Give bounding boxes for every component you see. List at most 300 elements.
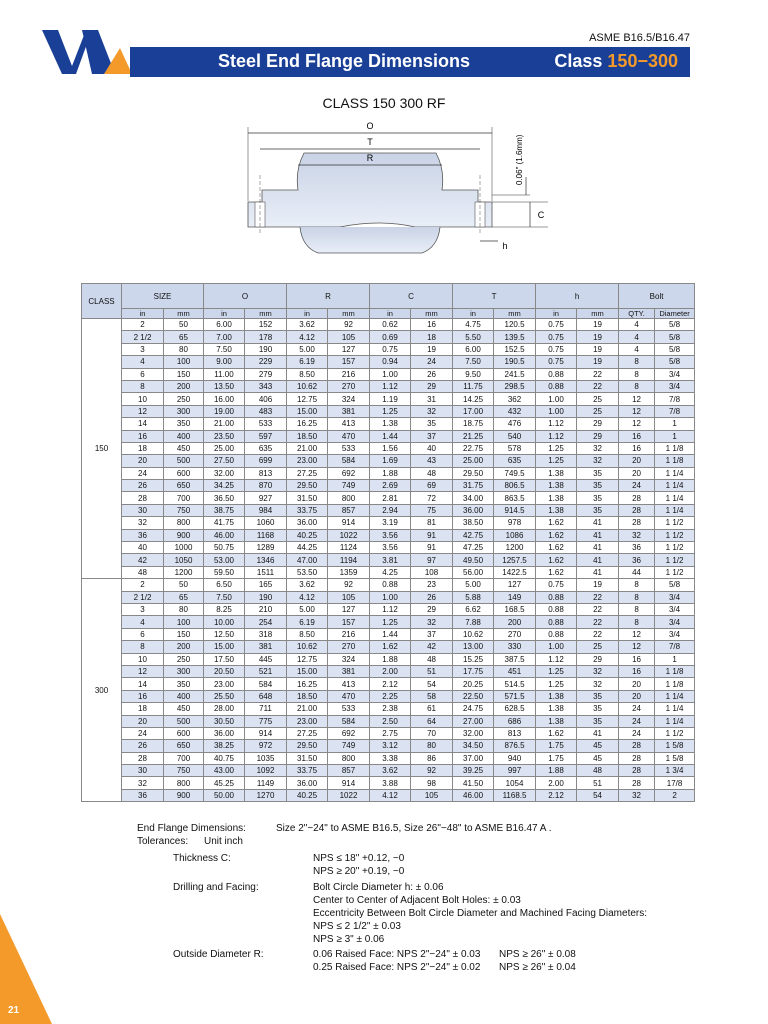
- table-row: [82, 442, 695, 454]
- table-cell: 37.00: [453, 752, 494, 764]
- table-cell: 29.50: [453, 467, 494, 479]
- table-cell: 4: [619, 331, 655, 343]
- table-cell: 2: [122, 319, 164, 331]
- table-cell: 9.00: [204, 356, 245, 368]
- table-cell: 400: [164, 430, 204, 442]
- table-cell: 1 1/4: [655, 492, 695, 504]
- table-cell: 1168.5: [494, 789, 536, 801]
- table-cell: 42: [411, 641, 453, 653]
- table-cell: 914: [328, 777, 370, 789]
- table-cell: 32: [122, 517, 164, 529]
- table-cell: 3.62: [370, 765, 411, 777]
- table-cell: 686: [494, 715, 536, 727]
- table-cell: 20.25: [453, 678, 494, 690]
- unit-header: QTY.: [619, 309, 655, 319]
- table-cell: 25: [577, 641, 619, 653]
- table-cell: 16.00: [204, 393, 245, 405]
- table-cell: 21.00: [287, 703, 328, 715]
- table-cell: 39.25: [453, 765, 494, 777]
- table-cell: 7/8: [655, 641, 695, 653]
- table-cell: 6.19: [287, 356, 328, 368]
- table-cell: 41: [577, 566, 619, 578]
- table-cell: 1 1/4: [655, 467, 695, 479]
- table-cell: 1 1/8: [655, 678, 695, 690]
- table-cell: 32: [619, 789, 655, 801]
- table-cell: 15.00: [287, 405, 328, 417]
- note-thick-label: Thickness C:: [173, 853, 231, 864]
- table-cell: 105: [328, 331, 370, 343]
- table-row: [82, 678, 695, 690]
- table-cell: 48: [411, 653, 453, 665]
- table-cell: 13.00: [453, 641, 494, 653]
- table-cell: 1 1/2: [655, 542, 695, 554]
- table-cell: 900: [164, 529, 204, 541]
- table-cell: 38.25: [204, 740, 245, 752]
- table-cell: 38.75: [204, 504, 245, 516]
- company-logo: [42, 28, 132, 76]
- table-cell: 6.50: [204, 579, 245, 591]
- column-header: CLASS: [82, 284, 122, 319]
- table-cell: 0.75: [536, 343, 577, 355]
- table-cell: 12: [122, 405, 164, 417]
- table-cell: 648: [245, 690, 287, 702]
- table-cell: 5/8: [655, 343, 695, 355]
- table-cell: 5.88: [453, 591, 494, 603]
- table-cell: 6.00: [204, 319, 245, 331]
- table-cell: 343: [245, 380, 287, 392]
- table-cell: 19: [577, 579, 619, 591]
- table-cell: 53.00: [204, 554, 245, 566]
- table-cell: 1 1/4: [655, 703, 695, 715]
- class-cell: 150: [82, 319, 122, 579]
- column-header: SIZE: [122, 284, 204, 309]
- unit-header: in: [453, 309, 494, 319]
- table-cell: 40.25: [287, 529, 328, 541]
- table-row: [82, 331, 695, 343]
- table-cell: 41.50: [453, 777, 494, 789]
- table-cell: 108: [411, 566, 453, 578]
- table-cell: 190.5: [494, 356, 536, 368]
- table-cell: 7.50: [204, 343, 245, 355]
- table-cell: 4: [122, 616, 164, 628]
- table-cell: 0.62: [370, 319, 411, 331]
- table-cell: 32.00: [204, 467, 245, 479]
- table-cell: 92: [328, 319, 370, 331]
- table-cell: 3: [122, 603, 164, 615]
- table-cell: 7.50: [453, 356, 494, 368]
- table-cell: 23.00: [287, 715, 328, 727]
- table-cell: 33.75: [287, 504, 328, 516]
- table-row: [82, 418, 695, 430]
- table-cell: 270: [328, 641, 370, 653]
- table-cell: 47.00: [287, 554, 328, 566]
- table-cell: 0.75: [536, 331, 577, 343]
- table-cell: 30: [122, 504, 164, 516]
- table-cell: 41: [577, 554, 619, 566]
- note-dims-label: End Flange Dimensions:: [137, 823, 246, 834]
- table-cell: 1.75: [536, 752, 577, 764]
- table-cell: 3/4: [655, 380, 695, 392]
- column-header: T: [453, 284, 536, 309]
- table-cell: 24: [619, 727, 655, 739]
- table-cell: 3/4: [655, 628, 695, 640]
- table-cell: 1.25: [536, 665, 577, 677]
- note-od-label: Outside Diameter R:: [173, 949, 264, 960]
- table-cell: 15.25: [453, 653, 494, 665]
- table-cell: 20: [619, 690, 655, 702]
- table-cell: 1.25: [536, 455, 577, 467]
- table-cell: 31.50: [287, 752, 328, 764]
- table-cell: 36.00: [453, 504, 494, 516]
- table-cell: 13.50: [204, 380, 245, 392]
- table-cell: 45: [577, 752, 619, 764]
- table-cell: 1.00: [536, 393, 577, 405]
- table-cell: 18: [411, 331, 453, 343]
- dim-h-label: h: [502, 241, 508, 251]
- table-cell: 28: [619, 765, 655, 777]
- table-cell: 2.00: [370, 665, 411, 677]
- table-cell: 72: [411, 492, 453, 504]
- table-cell: 1.38: [536, 703, 577, 715]
- table-cell: 1 5/8: [655, 740, 695, 752]
- table-cell: 7/8: [655, 393, 695, 405]
- table-cell: 749: [328, 740, 370, 752]
- unit-header: in: [536, 309, 577, 319]
- table-cell: 100: [164, 616, 204, 628]
- table-cell: 24: [619, 480, 655, 492]
- dim-r-label: R: [366, 153, 374, 163]
- table-cell: 2.12: [370, 678, 411, 690]
- note-od-2a: 0.25 Raised Face: NPS 2"−24" ± 0.02: [313, 962, 481, 973]
- table-cell: 24: [411, 356, 453, 368]
- table-cell: 597: [245, 430, 287, 442]
- table-cell: 540: [494, 430, 536, 442]
- table-cell: 2.25: [370, 690, 411, 702]
- table-cell: 152: [245, 319, 287, 331]
- table-cell: 12.50: [204, 628, 245, 640]
- table-cell: 216: [328, 628, 370, 640]
- table-cell: 4: [619, 343, 655, 355]
- table-cell: 470: [328, 430, 370, 442]
- table-cell: 35: [411, 418, 453, 430]
- table-cell: 1 1/4: [655, 504, 695, 516]
- table-cell: 29: [411, 603, 453, 615]
- table-cell: 387.5: [494, 653, 536, 665]
- note-dims-value: Size 2"−24" to ASME B16.5, Size 26"−48" to ASME B16.47 A .: [276, 823, 552, 834]
- table-cell: 29: [411, 380, 453, 392]
- unit-header: in: [122, 309, 164, 319]
- table-cell: 20.50: [204, 665, 245, 677]
- table-row: [82, 591, 695, 603]
- table-cell: 58: [411, 690, 453, 702]
- table-cell: 21.25: [453, 430, 494, 442]
- table-cell: 105: [328, 591, 370, 603]
- table-cell: 250: [164, 653, 204, 665]
- table-cell: 80: [164, 603, 204, 615]
- table-cell: 900: [164, 789, 204, 801]
- table-cell: 190: [245, 343, 287, 355]
- table-cell: 500: [164, 455, 204, 467]
- table-cell: 470: [328, 690, 370, 702]
- table-cell: 0.88: [536, 380, 577, 392]
- table-cell: 17/8: [655, 777, 695, 789]
- table-cell: 127: [328, 603, 370, 615]
- table-cell: 2.12: [536, 789, 577, 801]
- table-cell: 28: [619, 740, 655, 752]
- table-cell: 25: [577, 393, 619, 405]
- table-cell: 11.00: [204, 368, 245, 380]
- table-cell: 18.75: [453, 418, 494, 430]
- table-row: [82, 789, 695, 801]
- table-cell: 16: [619, 653, 655, 665]
- table-cell: 22: [577, 616, 619, 628]
- table-cell: 1257.5: [494, 554, 536, 566]
- table-cell: 1 1/4: [655, 715, 695, 727]
- table-cell: 150: [164, 628, 204, 640]
- table-cell: 270: [328, 380, 370, 392]
- table-row: [82, 703, 695, 715]
- table-cell: 5.50: [453, 331, 494, 343]
- table-cell: 6.62: [453, 603, 494, 615]
- table-cell: 1 1/2: [655, 554, 695, 566]
- unit-header: Diameter: [655, 309, 695, 319]
- table-cell: 34.50: [453, 740, 494, 752]
- table-cell: 2.00: [536, 777, 577, 789]
- note-od-1a: 0.06 Raised Face: NPS 2"−24" ± 0.03: [313, 949, 481, 960]
- table-cell: 1 1/4: [655, 690, 695, 702]
- table-cell: 813: [245, 467, 287, 479]
- table-cell: 22: [577, 628, 619, 640]
- table-cell: 584: [245, 678, 287, 690]
- table-cell: 4.75: [453, 319, 494, 331]
- table-row: [82, 380, 695, 392]
- dim-t-label: T: [367, 137, 373, 147]
- table-cell: 21.00: [204, 418, 245, 430]
- table-row: [82, 368, 695, 380]
- note-drill-2: Center to Center of Adjacent Bolt Holes: ± 0.03: [313, 895, 521, 906]
- table-cell: 19: [577, 356, 619, 368]
- table-cell: 200: [164, 380, 204, 392]
- table-cell: 45.25: [204, 777, 245, 789]
- table-cell: 25.50: [204, 690, 245, 702]
- unit-header: in: [287, 309, 328, 319]
- table-cell: 711: [245, 703, 287, 715]
- table-cell: 4: [122, 356, 164, 368]
- table-cell: 1.88: [370, 653, 411, 665]
- table-cell: 10.62: [287, 641, 328, 653]
- table-cell: 24: [122, 467, 164, 479]
- table-cell: 1: [655, 653, 695, 665]
- dim-o-label: O: [366, 121, 374, 131]
- table-cell: 600: [164, 727, 204, 739]
- table-cell: 521: [245, 665, 287, 677]
- table-cell: 11.75: [453, 380, 494, 392]
- table-cell: 35: [577, 467, 619, 479]
- table-cell: 628.5: [494, 703, 536, 715]
- table-cell: 1 1/2: [655, 727, 695, 739]
- table-cell: 1.00: [370, 368, 411, 380]
- table-cell: 1060: [245, 517, 287, 529]
- table-cell: 650: [164, 480, 204, 492]
- table-row: [82, 603, 695, 615]
- table-cell: 3.56: [370, 529, 411, 541]
- table-cell: 0.88: [370, 579, 411, 591]
- table-cell: 19.00: [204, 405, 245, 417]
- table-cell: 2 1/2: [122, 331, 164, 343]
- table-cell: 32.00: [453, 727, 494, 739]
- table-cell: 229: [245, 356, 287, 368]
- table-row: [82, 504, 695, 516]
- table-cell: 10.62: [453, 628, 494, 640]
- standard-label: ASME B16.5/B16.47: [589, 32, 690, 44]
- table-cell: 157: [328, 356, 370, 368]
- table-cell: 92: [411, 765, 453, 777]
- table-cell: 98: [411, 777, 453, 789]
- table-cell: 120.5: [494, 319, 536, 331]
- table-row: [82, 492, 695, 504]
- table-cell: 14.25: [453, 393, 494, 405]
- table-cell: 53.50: [287, 566, 328, 578]
- column-header: Bolt: [619, 284, 695, 309]
- table-cell: 514.5: [494, 678, 536, 690]
- table-cell: 324: [328, 653, 370, 665]
- table-row: [82, 343, 695, 355]
- table-cell: 3.62: [287, 319, 328, 331]
- table-cell: 91: [411, 542, 453, 554]
- table-cell: 1346: [245, 554, 287, 566]
- table-cell: 362: [494, 393, 536, 405]
- table-cell: 9.50: [453, 368, 494, 380]
- table-cell: 51: [577, 777, 619, 789]
- table-cell: 100: [164, 356, 204, 368]
- table-cell: 6: [122, 628, 164, 640]
- table-cell: 914: [328, 517, 370, 529]
- table-cell: 1.12: [370, 603, 411, 615]
- table-cell: 250: [164, 393, 204, 405]
- table-row: [82, 480, 695, 492]
- table-cell: 1.38: [536, 492, 577, 504]
- table-cell: 46.00: [453, 789, 494, 801]
- table-row: [82, 765, 695, 777]
- table-cell: 1 3/4: [655, 765, 695, 777]
- table-cell: 47.25: [453, 542, 494, 554]
- table-cell: 1 1/8: [655, 665, 695, 677]
- table-cell: 35: [577, 480, 619, 492]
- table-cell: 127: [494, 579, 536, 591]
- table-cell: 10.00: [204, 616, 245, 628]
- table-cell: 1.62: [536, 554, 577, 566]
- table-cell: 4.25: [370, 566, 411, 578]
- table-cell: 4.12: [287, 591, 328, 603]
- table-cell: 42: [122, 554, 164, 566]
- dim-c-label: C: [537, 210, 545, 220]
- table-cell: 4.12: [370, 789, 411, 801]
- table-cell: 12: [619, 405, 655, 417]
- table-cell: 16.25: [287, 418, 328, 430]
- table-cell: 36: [619, 542, 655, 554]
- unit-header: mm: [164, 309, 204, 319]
- table-cell: 41: [577, 542, 619, 554]
- table-cell: 749.5: [494, 467, 536, 479]
- table-row: [82, 752, 695, 764]
- table-cell: 8.25: [204, 603, 245, 615]
- table-cell: 692: [328, 727, 370, 739]
- table-cell: 29: [577, 430, 619, 442]
- table-cell: 165: [245, 579, 287, 591]
- unit-header: in: [370, 309, 411, 319]
- table-cell: 1289: [245, 542, 287, 554]
- table-cell: 14: [122, 678, 164, 690]
- table-cell: 32: [411, 616, 453, 628]
- table-cell: 1 5/8: [655, 752, 695, 764]
- table-cell: 41: [577, 727, 619, 739]
- table-cell: 5.00: [453, 579, 494, 591]
- table-row: [82, 579, 695, 591]
- table-cell: 8: [122, 641, 164, 653]
- table-cell: 2.38: [370, 703, 411, 715]
- table-cell: 27.50: [204, 455, 245, 467]
- table-cell: 7/8: [655, 405, 695, 417]
- table-cell: 190: [245, 591, 287, 603]
- table-cell: 12.75: [287, 393, 328, 405]
- table-cell: 1.62: [536, 542, 577, 554]
- table-row: [82, 616, 695, 628]
- table-cell: 940: [494, 752, 536, 764]
- table-cell: 3/4: [655, 603, 695, 615]
- table-cell: 28: [619, 492, 655, 504]
- table-cell: 1.62: [536, 727, 577, 739]
- note-drill-1: Bolt Circle Diameter h: ± 0.06: [313, 882, 444, 893]
- table-cell: 81: [411, 517, 453, 529]
- table-cell: 2.50: [370, 715, 411, 727]
- table-cell: 1.75: [536, 740, 577, 752]
- table-cell: 12: [619, 393, 655, 405]
- table-cell: 127: [328, 343, 370, 355]
- table-cell: 775: [245, 715, 287, 727]
- table-cell: 3/4: [655, 591, 695, 603]
- page-number: 21: [8, 1005, 20, 1016]
- table-cell: 700: [164, 492, 204, 504]
- table-cell: 200: [494, 616, 536, 628]
- table-row: [82, 542, 695, 554]
- table-cell: 584: [328, 715, 370, 727]
- table-cell: 8: [619, 579, 655, 591]
- table-cell: 1.38: [536, 480, 577, 492]
- table-cell: 254: [245, 616, 287, 628]
- table-cell: 200: [164, 641, 204, 653]
- table-cell: 279: [245, 368, 287, 380]
- table-cell: 5/8: [655, 579, 695, 591]
- table-cell: 40.75: [204, 752, 245, 764]
- table-cell: 1.00: [370, 591, 411, 603]
- table-cell: 29.50: [287, 740, 328, 752]
- table-cell: 34.25: [204, 480, 245, 492]
- class-cell: 300: [82, 579, 122, 802]
- table-cell: 152.5: [494, 343, 536, 355]
- table-cell: 800: [164, 517, 204, 529]
- table-cell: 0.75: [536, 319, 577, 331]
- table-cell: 8: [619, 368, 655, 380]
- table-cell: 298.5: [494, 380, 536, 392]
- unit-header: in: [204, 309, 245, 319]
- table-cell: 26: [122, 480, 164, 492]
- table-cell: 12.75: [287, 653, 328, 665]
- table-cell: 1.62: [370, 641, 411, 653]
- table-cell: 35: [577, 492, 619, 504]
- table-cell: 36.00: [287, 517, 328, 529]
- unit-header: mm: [328, 309, 370, 319]
- note-thick-2: NPS ≥ 20" +0.19, −0: [313, 866, 405, 877]
